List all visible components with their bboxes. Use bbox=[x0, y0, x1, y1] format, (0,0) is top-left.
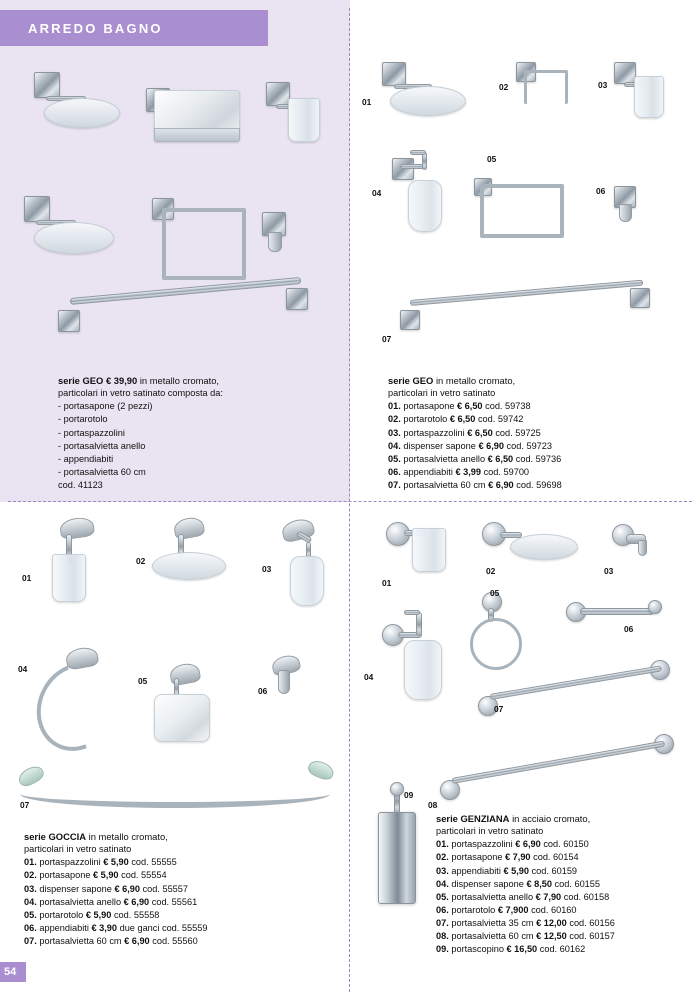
genziana-item-7-price: € 12,50 bbox=[536, 930, 567, 941]
genziana-item-2-code: cod. 60159 bbox=[531, 865, 578, 876]
genziana-item-4-num: 05. bbox=[436, 891, 449, 902]
goccia-item-0-num: 01. bbox=[24, 857, 37, 868]
goccia-item-3-price: € 6,90 bbox=[123, 896, 150, 907]
geo1-item-2-num: 03. bbox=[388, 427, 401, 438]
geo1-item-4-name: portasalvietta anello bbox=[403, 453, 486, 464]
genziana-rest: in acciaio cromato, bbox=[509, 813, 591, 824]
goccia-item-4-num: 05. bbox=[24, 909, 37, 920]
geo-set-item-3: - portasalvietta anello bbox=[58, 440, 146, 451]
genziana-item-3-num: 04. bbox=[436, 878, 449, 889]
label-geo1-07: 07 bbox=[382, 334, 392, 344]
goccia-item-1-name: portasapone bbox=[39, 870, 91, 881]
geo1-item-1-num: 02. bbox=[388, 414, 401, 425]
goccia-item-0-code: cod. 55555 bbox=[131, 857, 177, 868]
geo1-item-5-code: cod. 59700 bbox=[483, 466, 530, 477]
goccia-item-4-price: € 5,90 bbox=[85, 909, 112, 920]
genziana-item-1-name: portasapone bbox=[451, 852, 503, 863]
geo1-item-3-code: cod. 59723 bbox=[506, 440, 553, 451]
genziana-item-4-name: portasalvietta anello bbox=[451, 891, 534, 902]
genziana-item-6-num: 07. bbox=[436, 917, 449, 928]
geo1-item-2-name: portaspazzolini bbox=[403, 427, 465, 438]
genziana-item-7-name: portasalvietta 60 cm bbox=[451, 930, 534, 941]
genziana-subheading: particolari in vetro satinato bbox=[436, 826, 544, 837]
geo-set-item-4: - appendiabiti bbox=[58, 453, 114, 464]
label-geo1-06: 06 bbox=[596, 186, 606, 196]
genziana-item-5-num: 06. bbox=[436, 904, 449, 915]
genziana-item-3-name: dispenser sapone bbox=[451, 878, 524, 889]
geo-set-rest: in metallo cromato, bbox=[137, 375, 220, 386]
page-number: 54 bbox=[0, 962, 26, 982]
goccia-item-1-num: 02. bbox=[24, 870, 37, 881]
geo1-item-2-price: € 6,50 bbox=[467, 427, 493, 438]
label-goccia-04: 04 bbox=[18, 664, 28, 674]
caption-geo-set bbox=[58, 374, 338, 492]
geo-set-item-0: - portasapone (2 pezzi) bbox=[58, 401, 153, 412]
vertical-divider bbox=[349, 8, 350, 992]
geo-set-price: € 39,90 bbox=[105, 375, 138, 386]
genziana-item-5-price: € 7,900 bbox=[497, 904, 529, 915]
genziana-item-6-price: € 12,00 bbox=[536, 917, 567, 928]
genziana-item-8-code: cod. 60162 bbox=[539, 943, 586, 954]
genziana-item-1-price: € 7,90 bbox=[505, 852, 531, 863]
goccia-brand: serie GOCCIA bbox=[24, 831, 86, 842]
goccia-item-5-price: € 3,90 bbox=[91, 922, 118, 933]
goccia-item-4-name: portarotolo bbox=[39, 909, 84, 920]
geo1-item-2-code: cod. 59725 bbox=[495, 427, 541, 438]
goccia-item-5-num: 06. bbox=[24, 922, 37, 933]
goccia-item-6-code: cod. 55560 bbox=[152, 935, 198, 946]
label-geo1-01: 01 bbox=[362, 97, 372, 107]
genziana-item-3-code: cod. 60155 bbox=[554, 878, 601, 889]
geo1-subheading: particolari in vetro satinato bbox=[388, 388, 496, 399]
geo1-item-6-name: portasalvietta 60 cm bbox=[403, 479, 486, 490]
goccia-item-6-name: portasalvietta 60 cm bbox=[39, 935, 122, 946]
label-genziana-08: 08 bbox=[428, 800, 438, 810]
geo-set-item-5: - portasalvietta 60 cm bbox=[58, 466, 146, 477]
label-genziana-01: 01 bbox=[382, 578, 392, 588]
label-goccia-03: 03 bbox=[262, 564, 272, 574]
label-goccia-02: 02 bbox=[136, 556, 146, 566]
banner-title: ARREDO BAGNO bbox=[28, 20, 163, 36]
label-genziana-03: 03 bbox=[604, 566, 614, 576]
genziana-item-8-price: € 16,50 bbox=[506, 943, 538, 954]
geo1-item-0-num: 01. bbox=[388, 401, 401, 412]
label-goccia-07: 07 bbox=[20, 800, 30, 810]
geo1-item-1-code: cod. 59742 bbox=[477, 414, 524, 425]
genziana-item-5-name: portarotolo bbox=[451, 904, 496, 915]
geo1-item-4-price: € 6,50 bbox=[487, 453, 514, 464]
geo-set-brand: serie GEO bbox=[58, 375, 104, 386]
geo1-item-5-num: 06. bbox=[388, 466, 401, 477]
geo1-item-6-code: cod. 59698 bbox=[516, 479, 562, 490]
goccia-item-6-num: 07. bbox=[24, 935, 37, 946]
genziana-item-2-num: 03. bbox=[436, 865, 449, 876]
geo1-item-0-code: cod. 59738 bbox=[485, 401, 531, 412]
goccia-item-3-code: cod. 55561 bbox=[151, 896, 198, 907]
geo-set-item-2: - portaspazzolini bbox=[58, 427, 125, 438]
geo1-item-4-code: cod. 59736 bbox=[515, 453, 562, 464]
goccia-subheading: particolari in vetro satinato bbox=[24, 844, 132, 855]
genziana-item-3-price: € 8,50 bbox=[526, 878, 552, 889]
genziana-item-0-name: portaspazzolini bbox=[451, 839, 513, 850]
geo1-rest: in metallo cromato, bbox=[433, 375, 516, 386]
genziana-item-4-price: € 7,90 bbox=[535, 891, 562, 902]
goccia-item-1-price: € 5,90 bbox=[93, 870, 119, 881]
label-geo1-03: 03 bbox=[598, 80, 608, 90]
goccia-item-1-code: cod. 55554 bbox=[121, 870, 167, 881]
geo1-item-0-price: € 6,50 bbox=[457, 401, 483, 412]
genziana-item-2-name: appendiabiti bbox=[451, 865, 501, 876]
genziana-item-7-code: cod. 60157 bbox=[569, 930, 615, 941]
goccia-item-0-name: portaspazzolini bbox=[39, 857, 101, 868]
caption-goccia bbox=[24, 830, 324, 948]
genziana-item-7-num: 08. bbox=[436, 930, 449, 941]
horizontal-divider bbox=[8, 501, 692, 502]
genziana-item-8-name: portascopino bbox=[451, 943, 504, 954]
genziana-item-0-code: cod. 60150 bbox=[543, 839, 589, 850]
caption-geo-single bbox=[388, 374, 688, 492]
geo-set-subheading: particolari in vetro satinato composta da: bbox=[58, 388, 223, 399]
geo1-item-0-name: portasapone bbox=[403, 401, 455, 412]
goccia-item-4-code: cod. 55558 bbox=[113, 909, 160, 920]
genziana-item-0-num: 01. bbox=[436, 839, 449, 850]
genziana-item-5-code: cod. 60160 bbox=[531, 904, 577, 915]
geo-set-code: cod. 41123 bbox=[58, 479, 103, 490]
goccia-item-2-price: € 6,90 bbox=[114, 883, 140, 894]
label-genziana-05: 05 bbox=[490, 588, 500, 598]
goccia-item-2-num: 03. bbox=[24, 883, 37, 894]
geo1-item-5-price: € 3,99 bbox=[455, 466, 482, 477]
section-banner bbox=[0, 10, 268, 46]
caption-genziana bbox=[436, 812, 696, 956]
geo1-item-3-price: € 6,90 bbox=[478, 440, 504, 451]
genziana-item-0-price: € 6,90 bbox=[515, 839, 541, 850]
label-genziana-02: 02 bbox=[486, 566, 496, 576]
label-genziana-06: 06 bbox=[624, 624, 634, 634]
genziana-item-6-name: portasalvietta 35 cm bbox=[451, 917, 534, 928]
goccia-rest: in metallo cromato, bbox=[86, 831, 168, 842]
label-genziana-09: 09 bbox=[404, 790, 414, 800]
genziana-item-2-price: € 5,90 bbox=[503, 865, 530, 876]
genziana-brand: serie GENZIANA bbox=[436, 813, 510, 824]
goccia-item-3-name: portasalvietta anello bbox=[39, 896, 122, 907]
label-geo1-05: 05 bbox=[487, 154, 497, 164]
goccia-item-2-name: dispenser sapone bbox=[39, 883, 112, 894]
label-genziana-04: 04 bbox=[364, 672, 374, 682]
label-goccia-01: 01 bbox=[22, 573, 32, 583]
goccia-item-2-code: cod. 55557 bbox=[142, 883, 189, 894]
label-genziana-07: 07 bbox=[494, 704, 504, 714]
genziana-item-8-num: 09. bbox=[436, 943, 449, 954]
label-geo1-02: 02 bbox=[499, 82, 509, 92]
label-geo1-04: 04 bbox=[372, 188, 382, 198]
goccia-item-5-code: due ganci cod. 55559 bbox=[119, 922, 208, 933]
geo1-item-6-num: 07. bbox=[388, 479, 401, 490]
geo1-item-4-num: 05. bbox=[388, 453, 401, 464]
goccia-item-5-name: appendiabiti bbox=[39, 922, 89, 933]
geo-set-item-1: - portarotolo bbox=[58, 414, 108, 425]
genziana-item-1-code: cod. 60154 bbox=[533, 852, 579, 863]
genziana-item-1-num: 02. bbox=[436, 852, 449, 863]
geo1-item-6-price: € 6,90 bbox=[488, 479, 514, 490]
geo1-item-5-name: appendiabiti bbox=[403, 466, 453, 477]
geo1-item-1-price: € 6,50 bbox=[449, 414, 476, 425]
geo1-item-1-name: portarotolo bbox=[403, 414, 448, 425]
label-goccia-06: 06 bbox=[258, 686, 268, 696]
genziana-item-4-code: cod. 60158 bbox=[563, 891, 610, 902]
geo1-item-3-num: 04. bbox=[388, 440, 401, 451]
label-goccia-05: 05 bbox=[138, 676, 148, 686]
genziana-item-6-code: cod. 60156 bbox=[569, 917, 615, 928]
goccia-item-3-num: 04. bbox=[24, 896, 37, 907]
goccia-item-0-price: € 5,90 bbox=[103, 857, 129, 868]
geo1-brand: serie GEO bbox=[388, 375, 434, 386]
geo1-item-3-name: dispenser sapone bbox=[403, 440, 476, 451]
goccia-item-6-price: € 6,90 bbox=[124, 935, 150, 946]
